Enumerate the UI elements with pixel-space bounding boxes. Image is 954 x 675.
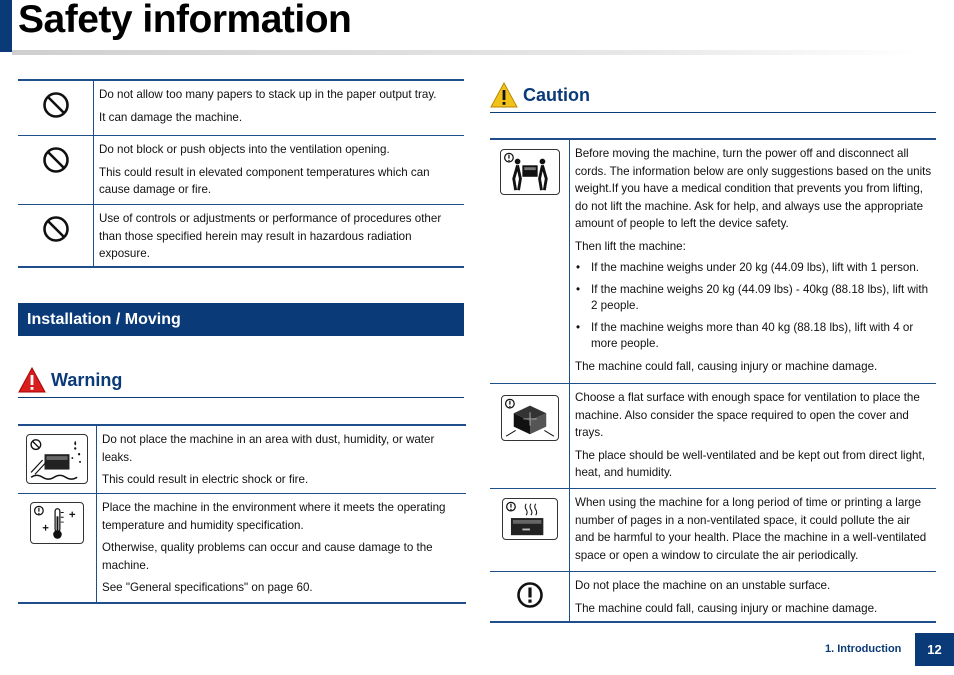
list-item: • If the machine weighs under 20 kg (44.09 lbs), lift with 1 person. [575, 260, 932, 277]
row-text: This could result in electric shock or fire. [102, 473, 309, 486]
dust-humidity-prohibited-icon [18, 426, 97, 493]
row-text: Place the machine in the environment where it meets the operating temperature and humidity specification. [102, 501, 446, 532]
row-text: Do not allow too many papers to stack up in the paper output tray. [99, 88, 437, 101]
table-row [18, 81, 464, 136]
row-text: Before moving the machine, turn the power off and disconnect all cords. The information below are only suggestions based on the units weight.If you have a medical condition that prevents you from lifting, do not lift the machine. Ask for help, and always use the appropriate amount of people to left the device safety. [575, 147, 932, 230]
title-accent-bar [0, 0, 12, 52]
page-title: Safety information [18, 0, 352, 41]
caution-triangle-icon [490, 82, 518, 108]
section-heading: Installation / Moving [18, 303, 464, 336]
row-text: Do not place the machine on an unstable surface. [575, 579, 831, 592]
row-text: When using the machine for a long period of time or printing a large number of pages in a non-ventilated space, it could pollute the air and be harmful to your health. Place the machine in a well-ventilated space or open a window to circulate the air periodically. [575, 496, 927, 562]
row-text: Choose a flat surface with enough space for ventilation to place the machine. Also consider the space required to open the cover and trays. [575, 391, 920, 439]
caution-exclamation-icon [490, 572, 570, 621]
row-text: The place should be well-ventilated and be kept out from direct light, heat, and humidity. [575, 448, 925, 479]
warning-label: Warning [51, 369, 123, 390]
row-text: Then lift the machine: [575, 239, 686, 253]
weight-list [575, 260, 932, 353]
table-row [18, 426, 466, 494]
row-text: Use of controls or adjustments or performance of procedures other than those specified herein may result in hazardous radiation exposure. [99, 212, 442, 260]
ventilation-heat-icon [490, 489, 570, 571]
caution-table [490, 138, 936, 623]
list-item: • If the machine weighs 20 kg (44.09 lbs) - 40kg (88.18 lbs), lift with 2 people. [575, 282, 932, 315]
table-row [490, 572, 936, 621]
table-row [18, 494, 466, 602]
row-text: It can damage the machine. [99, 110, 243, 124]
warning-heading [18, 366, 122, 394]
prohibited-icon [18, 205, 94, 266]
warning-table [18, 424, 466, 604]
page-number: 12 [915, 633, 954, 666]
row-text: Do not block or push objects into the ventilation opening. [99, 143, 390, 156]
row-text: The machine could fall, causing injury or machine damage. [575, 359, 878, 373]
prohibited-icon [18, 81, 94, 135]
prohibited-icon [18, 136, 94, 204]
thermometer-icon [18, 494, 97, 602]
list-item: • If the machine weighs more than 40 kg (88.18 lbs), lift with 4 or more people. [575, 320, 932, 353]
general-prohibitions-table [18, 79, 464, 268]
caution-label: Caution [523, 84, 590, 105]
row-text: See "General specifications" on page 60. [102, 581, 313, 594]
table-row [18, 205, 464, 266]
chapter-label: 1. Introduction [825, 643, 902, 655]
two-people-lifting-icon [490, 140, 570, 383]
warning-divider [18, 397, 464, 398]
table-row [18, 136, 464, 205]
caution-divider [490, 112, 936, 113]
warning-triangle-icon [18, 367, 46, 393]
flat-surface-icon [490, 384, 570, 488]
row-text: Otherwise, quality problems can occur and cause damage to the machine. [102, 541, 433, 572]
row-text: This could result in elevated component temperatures which can cause damage or fire. [99, 165, 430, 196]
table-row [490, 140, 936, 384]
caution-heading [490, 81, 590, 109]
row-text: The machine could fall, causing injury or machine damage. [575, 601, 878, 615]
table-row [490, 384, 936, 489]
row-text: Do not place the machine in an area with dust, humidity, or water leaks. [102, 433, 435, 464]
table-row [490, 489, 936, 572]
title-divider [12, 50, 917, 55]
